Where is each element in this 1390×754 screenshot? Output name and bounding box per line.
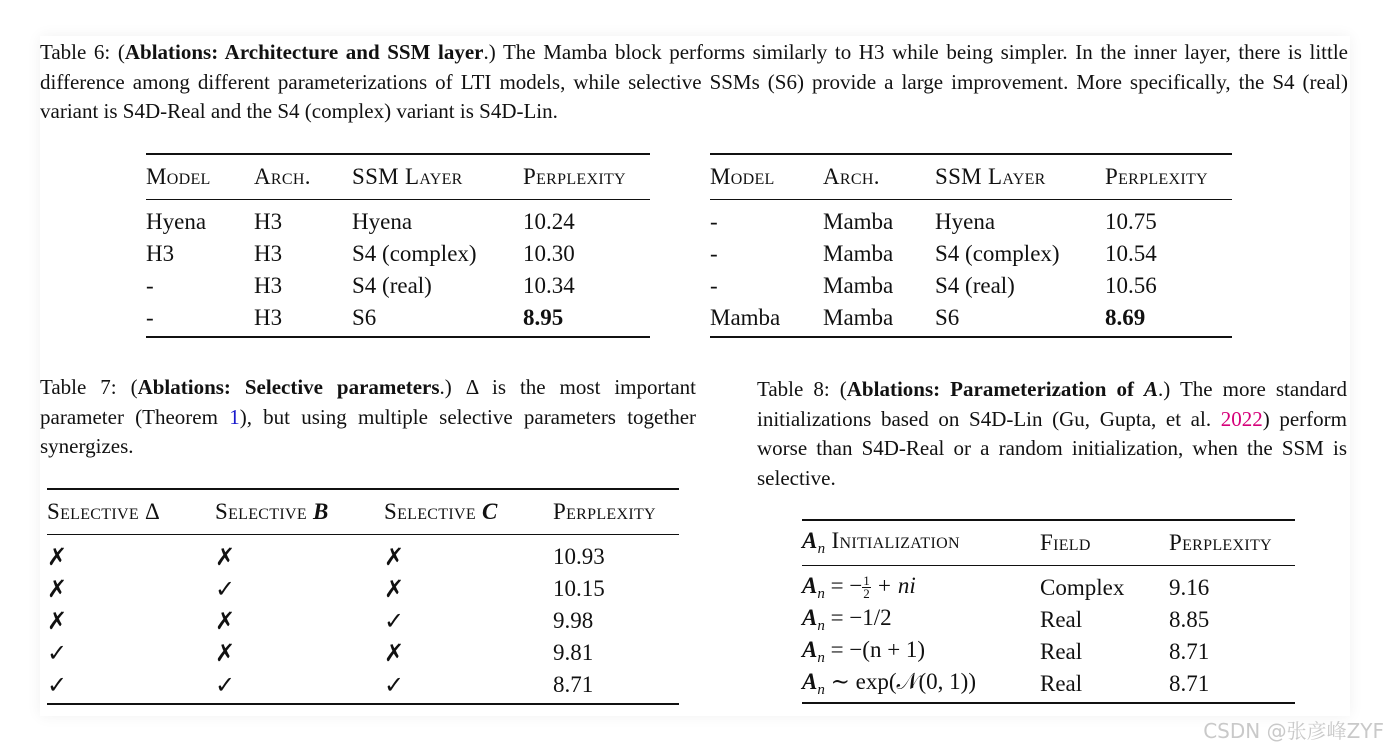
table-row: $A_n = -(n + 1)$ Real 8.71 [802,637,1210,666]
col-ssm-layer: SSM Layer [935,155,1105,200]
fraction: $\frac{1}{2}$ [863,573,870,602]
col-perplexity: Perplexity [523,155,650,200]
table7 [47,488,679,705]
col-selective-c: Selective C [384,490,553,535]
table-row: - Mamba S4 (real) 10.56 [710,273,1157,298]
table-row: ✓ ✓ ✓ 8.71 [47,672,594,699]
table-row: ✗ ✗ ✗ 10.93 [47,544,605,571]
col-perplexity: Perplexity [1105,155,1232,200]
init-expression: $A_n = -1/2$ [802,605,892,634]
init-expression: $A_n = -(n + 1)$ [802,637,926,666]
table-row: $A_n = -1/2$ Real 8.85 [802,605,1210,634]
table8 [802,519,1295,704]
watermark: CSDN @张彦峰ZYF [1203,719,1384,743]
col-ssm-layer: SSM Layer [352,155,523,200]
col-model: Model [710,155,823,200]
table-row: - Mamba Hyena 10.75 [710,209,1157,234]
table-row: ✗ ✗ ✓ 9.98 [47,608,594,635]
col-arch: Arch. [823,155,935,200]
init-expression: $A_n$ = − $\frac{1}{2}$ + ni [802,573,916,602]
table-row: ✓ ✗ ✗ 9.81 [47,640,594,667]
col-initialization: $A_n$ Initialization [802,521,1040,566]
table8-caption: Table 8: (Ablations: Parameterization of A.) The more standard initializations based on S4D-Lin (Gu, Gupta, et al. 2022) perform worse than S4D-Real or a random initialization, when the SSM is selective. [757,377,1347,490]
col-selective-delta: Selective Δ [47,490,215,535]
init-expression: $A_n$ ∼ exp(𝒩(0, 1)) [802,669,976,698]
citation-link[interactable]: 2022 [1220,406,1263,431]
table-row: Mamba Mamba S6 8.69 [710,305,1146,330]
theorem-link[interactable]: 1 [229,404,240,429]
table-row: $A_n$ ∼ exp(𝒩(0, 1)) Real 8.71 [802,668,1295,702]
table-row: - Mamba S4 (complex) 10.54 [710,241,1157,266]
table-row: Hyena H3 Hyena 10.24 [146,209,575,234]
table-row: ✗ ✓ ✗ 10.15 [47,576,605,603]
col-perplexity: Perplexity [1169,521,1295,566]
col-field: Field [1040,521,1169,566]
col-model: Model [146,155,254,200]
table-row: H3 H3 S4 (complex) 10.30 [146,241,575,266]
paper-page [40,36,1350,716]
col-arch: Arch. [254,155,352,200]
col-perplexity: Perplexity [553,490,679,535]
table6-caption: Table 6: (Ablations: Architecture and SSM layer.) The Mamba block performs similarly to H3 while being simpler. In the inner layer, there is little difference among different parameterizations of LTI models, while selective SSMs (S6) provide a large improvement. More specifically, the S4 (real) variant is S4D-Real and the S4 (complex) variant is S4D-Lin. [40,40,1348,123]
table-row: - H3 S6 8.95 [146,305,564,330]
table6-right [710,153,1232,338]
table6-left [146,153,650,338]
table-row: $A_n$ = − $\frac{1}{2}$ + ni Complex 9.16 [802,566,1295,605]
table-row: - H3 S4 (real) 10.34 [146,273,575,298]
col-selective-b: Selective B [215,490,384,535]
table7-caption: Table 7: (Ablations: Selective parameters.) Δ is the most important parameter (Theorem 1), but using multiple selective parameters together synergizes. [40,375,697,458]
